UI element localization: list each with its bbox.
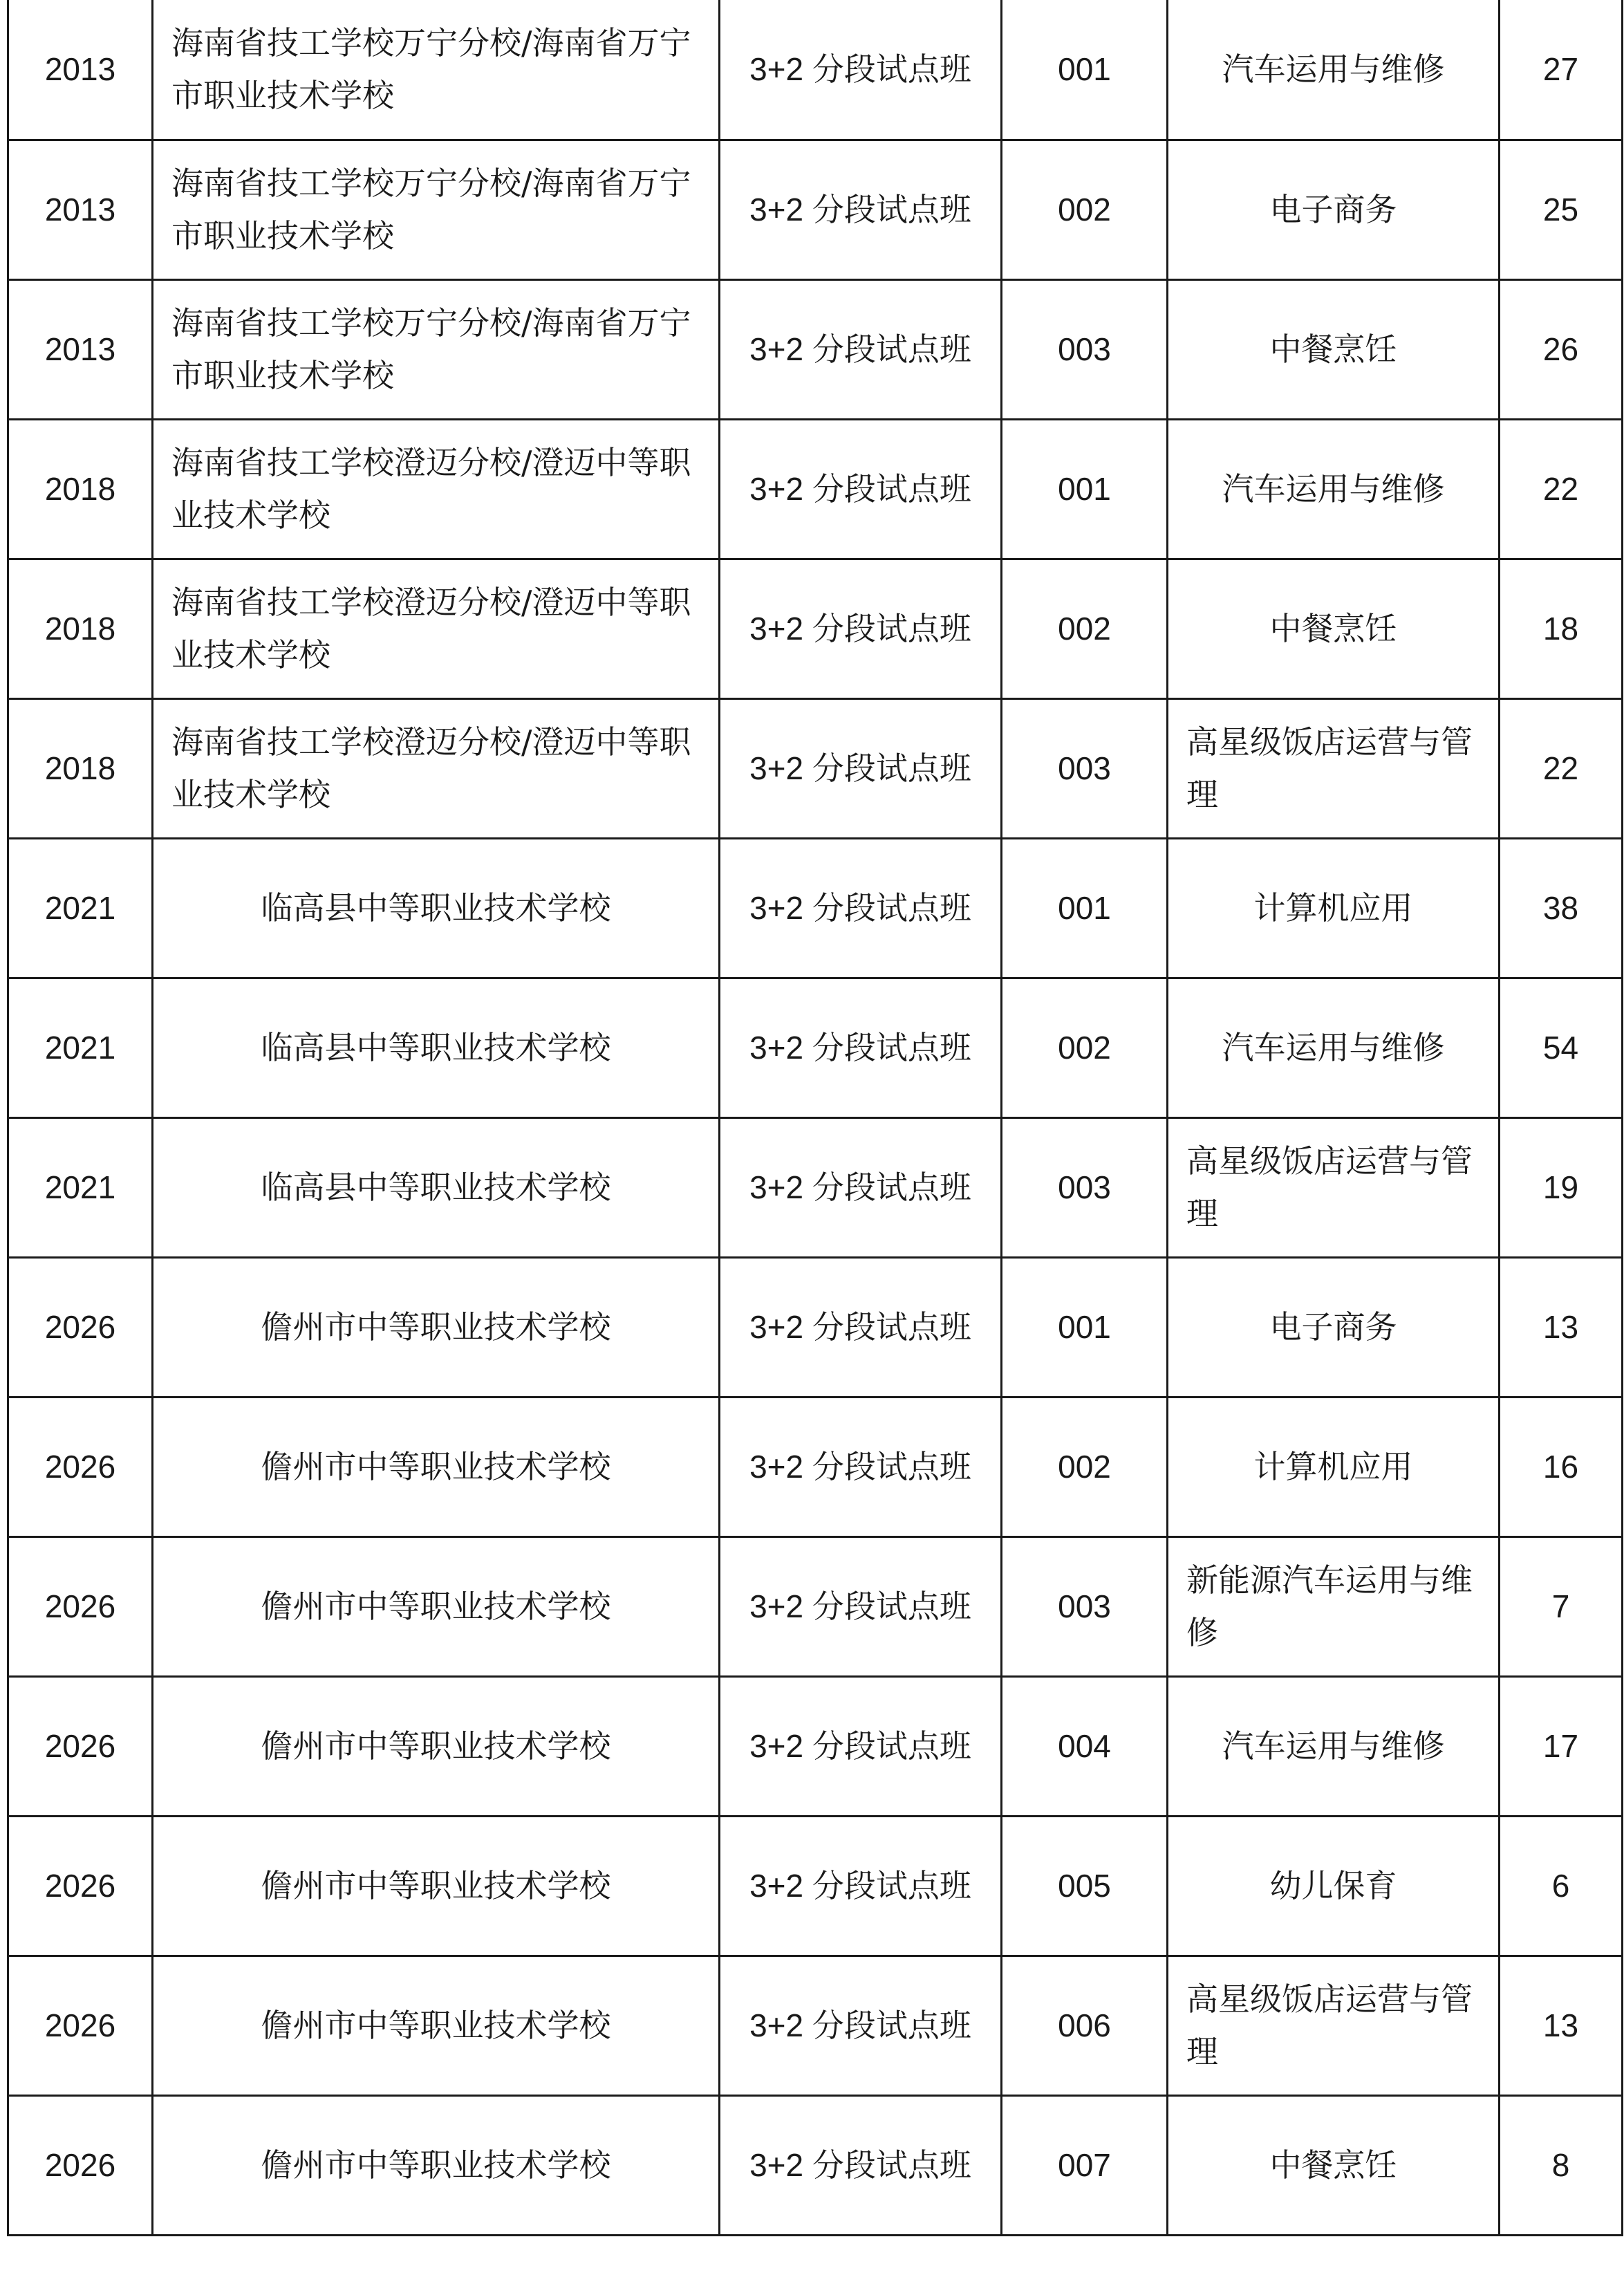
class-type-cell: 3+2 分段试点班	[720, 1397, 1002, 1536]
class-type-cell: 3+2 分段试点班	[720, 1536, 1002, 1676]
school-code-cell: 2026	[8, 1676, 153, 1816]
major-name-cell: 汽车运用与维修	[1168, 1676, 1500, 1816]
school-name-cell: 海南省技工学校澄迈分校/澄迈中等职业技术学校	[153, 559, 720, 698]
school-name-cell: 海南省技工学校澄迈分校/澄迈中等职业技术学校	[153, 698, 720, 838]
table-row	[8, 698, 1623, 838]
school-code-cell: 2026	[8, 1257, 153, 1397]
school-code-cell: 2026	[8, 1816, 153, 1956]
class-type-cell: 3+2 分段试点班	[720, 838, 1002, 978]
table-row	[8, 0, 1623, 140]
major-name-cell: 计算机应用	[1168, 838, 1500, 978]
school-code-cell: 2021	[8, 1117, 153, 1257]
major-code-cell: 001	[1002, 1257, 1168, 1397]
major-code-cell: 001	[1002, 419, 1168, 559]
major-name-cell: 汽车运用与维修	[1168, 978, 1500, 1117]
major-name-cell: 电子商务	[1168, 140, 1500, 279]
major-code-cell: 002	[1002, 978, 1168, 1117]
major-code-cell: 002	[1002, 559, 1168, 698]
school-code-cell: 2013	[8, 0, 153, 140]
plan-count-cell: 22	[1500, 419, 1623, 559]
major-name-cell: 中餐烹饪	[1168, 2095, 1500, 2235]
school-name-cell: 儋州市中等职业技术学校	[153, 1676, 720, 1816]
class-type-cell: 3+2 分段试点班	[720, 419, 1002, 559]
major-name-cell: 电子商务	[1168, 1257, 1500, 1397]
school-code-cell: 2013	[8, 140, 153, 279]
major-code-cell: 002	[1002, 140, 1168, 279]
class-type-cell: 3+2 分段试点班	[720, 1676, 1002, 1816]
school-name-cell: 海南省技工学校万宁分校/海南省万宁市职业技术学校	[153, 0, 720, 140]
table-body	[8, 0, 1623, 2235]
major-code-cell: 007	[1002, 2095, 1168, 2235]
table-row	[8, 140, 1623, 279]
school-name-cell: 临高县中等职业技术学校	[153, 978, 720, 1117]
major-name-cell: 新能源汽车运用与维修	[1168, 1536, 1500, 1676]
school-code-cell: 2018	[8, 559, 153, 698]
major-code-cell: 002	[1002, 1397, 1168, 1536]
major-name-cell: 计算机应用	[1168, 1397, 1500, 1536]
table-row	[8, 1257, 1623, 1397]
major-code-cell: 001	[1002, 0, 1168, 140]
school-code-cell: 2026	[8, 2095, 153, 2235]
enrollment-table	[7, 0, 1623, 2236]
school-code-cell: 2021	[8, 978, 153, 1117]
table-row	[8, 1956, 1623, 2095]
plan-count-cell: 13	[1500, 1956, 1623, 2095]
plan-count-cell: 6	[1500, 1816, 1623, 1956]
class-type-cell: 3+2 分段试点班	[720, 978, 1002, 1117]
table-row	[8, 1536, 1623, 1676]
plan-count-cell: 18	[1500, 559, 1623, 698]
school-name-cell: 儋州市中等职业技术学校	[153, 1536, 720, 1676]
school-name-cell: 海南省技工学校澄迈分校/澄迈中等职业技术学校	[153, 419, 720, 559]
table-row	[8, 1816, 1623, 1956]
school-name-cell: 海南省技工学校万宁分校/海南省万宁市职业技术学校	[153, 140, 720, 279]
plan-count-cell: 8	[1500, 2095, 1623, 2235]
school-name-cell: 儋州市中等职业技术学校	[153, 1816, 720, 1956]
plan-count-cell: 19	[1500, 1117, 1623, 1257]
plan-count-cell: 54	[1500, 978, 1623, 1117]
major-code-cell: 003	[1002, 1536, 1168, 1676]
major-name-cell: 中餐烹饪	[1168, 559, 1500, 698]
major-name-cell: 高星级饭店运营与管理	[1168, 698, 1500, 838]
major-name-cell: 中餐烹饪	[1168, 279, 1500, 419]
major-code-cell: 003	[1002, 279, 1168, 419]
class-type-cell: 3+2 分段试点班	[720, 140, 1002, 279]
school-code-cell: 2026	[8, 1536, 153, 1676]
class-type-cell: 3+2 分段试点班	[720, 1956, 1002, 2095]
major-code-cell: 003	[1002, 1117, 1168, 1257]
table-row	[8, 1397, 1623, 1536]
table-row	[8, 1676, 1623, 1816]
class-type-cell: 3+2 分段试点班	[720, 1816, 1002, 1956]
plan-count-cell: 22	[1500, 698, 1623, 838]
class-type-cell: 3+2 分段试点班	[720, 279, 1002, 419]
plan-count-cell: 7	[1500, 1536, 1623, 1676]
major-name-cell: 高星级饭店运营与管理	[1168, 1956, 1500, 2095]
plan-count-cell: 27	[1500, 0, 1623, 140]
class-type-cell: 3+2 分段试点班	[720, 1257, 1002, 1397]
class-type-cell: 3+2 分段试点班	[720, 698, 1002, 838]
major-name-cell: 汽车运用与维修	[1168, 419, 1500, 559]
school-code-cell: 2013	[8, 279, 153, 419]
class-type-cell: 3+2 分段试点班	[720, 1117, 1002, 1257]
class-type-cell: 3+2 分段试点班	[720, 2095, 1002, 2235]
table-row	[8, 838, 1623, 978]
school-name-cell: 儋州市中等职业技术学校	[153, 2095, 720, 2235]
school-code-cell: 2018	[8, 698, 153, 838]
school-name-cell: 海南省技工学校万宁分校/海南省万宁市职业技术学校	[153, 279, 720, 419]
plan-count-cell: 26	[1500, 279, 1623, 419]
school-code-cell: 2026	[8, 1956, 153, 2095]
table-row	[8, 1117, 1623, 1257]
class-type-cell: 3+2 分段试点班	[720, 559, 1002, 698]
major-name-cell: 幼儿保育	[1168, 1816, 1500, 1956]
school-name-cell: 儋州市中等职业技术学校	[153, 1956, 720, 2095]
major-code-cell: 006	[1002, 1956, 1168, 2095]
plan-count-cell: 16	[1500, 1397, 1623, 1536]
school-code-cell: 2018	[8, 419, 153, 559]
major-code-cell: 005	[1002, 1816, 1168, 1956]
class-type-cell: 3+2 分段试点班	[720, 0, 1002, 140]
school-name-cell: 儋州市中等职业技术学校	[153, 1397, 720, 1536]
major-code-cell: 003	[1002, 698, 1168, 838]
table-row	[8, 559, 1623, 698]
plan-count-cell: 25	[1500, 140, 1623, 279]
school-name-cell: 临高县中等职业技术学校	[153, 838, 720, 978]
major-code-cell: 001	[1002, 838, 1168, 978]
table-row	[8, 978, 1623, 1117]
plan-count-cell: 38	[1500, 838, 1623, 978]
major-name-cell: 汽车运用与维修	[1168, 0, 1500, 140]
table-row	[8, 279, 1623, 419]
major-code-cell: 004	[1002, 1676, 1168, 1816]
document-page	[7, 0, 1623, 2236]
table-row	[8, 419, 1623, 559]
school-code-cell: 2021	[8, 838, 153, 978]
plan-count-cell: 17	[1500, 1676, 1623, 1816]
table-row	[8, 2095, 1623, 2235]
school-name-cell: 儋州市中等职业技术学校	[153, 1257, 720, 1397]
school-name-cell: 临高县中等职业技术学校	[153, 1117, 720, 1257]
plan-count-cell: 13	[1500, 1257, 1623, 1397]
major-name-cell: 高星级饭店运营与管理	[1168, 1117, 1500, 1257]
school-code-cell: 2026	[8, 1397, 153, 1536]
